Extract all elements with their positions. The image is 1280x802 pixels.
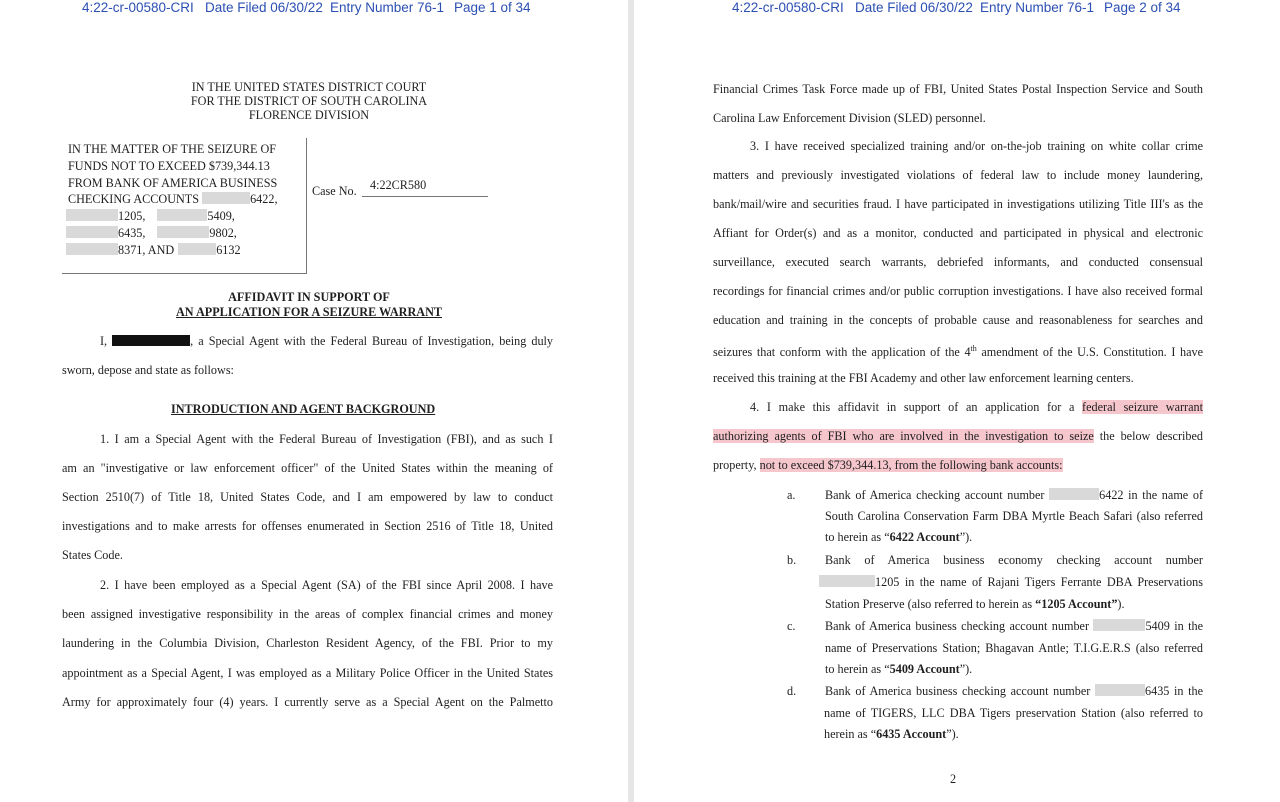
header-page-number: Page 2 of 34 [1104, 0, 1181, 15]
paragraph-3-line-8: seizures that conform with the application of the 4th amendment of the U.S. Constitution. I have [713, 344, 1204, 360]
redaction [202, 192, 250, 204]
paragraph-3-line-4: Affiant for Order(s) and as a monitor, conducted and participated in physical and electronic [713, 226, 1203, 240]
paragraph-1-line-3: Section 2510(7) of Title 18, United States Code, and I am empowered by law to conduct [62, 490, 553, 504]
redaction [66, 209, 118, 221]
redaction [112, 335, 190, 346]
paragraph-3-line-5: surveillance, executed search warrants, debriefed informants, and conducted consensual [713, 255, 1203, 269]
highlighted-text: federal seizure warrant [1082, 400, 1203, 414]
matter-line-6: 6435, 9802, [66, 226, 237, 240]
header-case-number: 4:22-cr-00580-CRI [82, 0, 194, 15]
court-name-line-3: FLORENCE DIVISION [248, 108, 370, 122]
item-b-line-1: Bank of America business economy checking account number [825, 553, 1203, 567]
item-b-letter: b. [787, 553, 797, 567]
header-entry-number: Entry Number 76-1 [980, 0, 1095, 15]
section-heading: INTRODUCTION AND AGENT BACKGROUND [171, 402, 436, 416]
item-c-letter: c. [787, 619, 796, 633]
paragraph-1-line-2: am an "investigative or law enforcement officer" of the United States within the meaning of [62, 461, 553, 475]
redaction [1093, 619, 1145, 631]
paragraph-2-line-4: appointment as a Special Agent, I was employed as a Military Police Officer in the United States [62, 666, 553, 680]
paragraph-1-line-5: States Code. [62, 548, 123, 562]
header-case-number: 4:22-cr-00580-CRI [732, 0, 844, 15]
paragraph-2-line-3: laundering in the Columbia Division, Charleston Resident Agency, of the FBI. Prior to my [62, 636, 553, 650]
paragraph-1-line-1: 1. I am a Special Agent with the Federal Bureau of Investigation (FBI), and as such I [100, 432, 553, 446]
redaction [178, 243, 216, 255]
paragraph-2-line-1: 2. I have been employed as a Special Agent (SA) of the FBI since April 2008. I have [100, 578, 553, 592]
header-date-filed: Date Filed 06/30/22 [205, 0, 323, 15]
caption-box-right-border [306, 138, 307, 274]
item-d-line-2: name of TIGERS, LLC DBA Tigers preservation Station (also referred to [824, 706, 1203, 720]
paragraph-3-line-7: education and training in the concepts of probable cause and reasonableness for searches and [713, 313, 1203, 327]
matter-line-5: 1205, 5409, [66, 209, 235, 223]
caption-box-bottom-border [62, 273, 307, 274]
paragraph-3-line-2: matters and previously investigated violations of federal law to include money laundering, [713, 168, 1203, 182]
item-a-line-1: Bank of America checking account number 6422 in the name of [825, 488, 1203, 502]
highlighted-text: authorizing agents of FBI who are involved in the investigation to seize [713, 429, 1094, 443]
item-c-line-1: Bank of America business checking account number 5409 in the [825, 619, 1203, 633]
paragraph-4-line-3: property, not to exceed $739,344.13, from the following bank accounts: [713, 458, 1063, 472]
affidavit-title-line-2: AN APPLICATION FOR A SEIZURE WARRANT [175, 305, 443, 319]
document-page-2 [634, 0, 1280, 802]
redaction [1095, 684, 1145, 696]
redaction [157, 209, 207, 221]
redaction [66, 243, 118, 255]
item-d-line-3: herein as “6435 Account”). [824, 727, 959, 741]
matter-line-4: CHECKING ACCOUNTS 6422, [68, 192, 278, 206]
paragraph-4-line-1: 4. I make this affidavit in support of an application for a federal seizure warrant [750, 400, 1203, 414]
item-a-line-3: to herein as “6422 Account”). [825, 530, 973, 544]
matter-line-1: IN THE MATTER OF THE SEIZURE OF [68, 142, 277, 156]
affidavit-title-line-1: AFFIDAVIT IN SUPPORT OF [228, 290, 390, 304]
item-d-line-1: Bank of America business checking account number 6435 in the [825, 684, 1204, 698]
case-number-value: 4:22CR580 [370, 178, 427, 192]
intro-line-2: sworn, depose and state as follows: [62, 363, 234, 377]
court-name-line-1: IN THE UNITED STATES DISTRICT COURT [191, 80, 427, 94]
header-date-filed: Date Filed 06/30/22 [855, 0, 973, 15]
paragraph-3-line-9: received this training at the FBI Academy and other law enforcement learning centers. [713, 371, 1134, 385]
paragraph-3-line-3: bank/mail/wire and securities fraud. I have participated in investigations utilizing Title III's as the [713, 197, 1203, 211]
matter-line-2: FUNDS NOT TO EXCEED $739,344.13 [68, 159, 270, 173]
case-number-label: Case No. [312, 184, 357, 198]
paragraph-4-line-2: authorizing agents of FBI who are involved in the investigation to seize the below described [713, 429, 1203, 443]
document-page-1 [0, 0, 628, 802]
item-b-line-3: Station Preserve (also referred to herein as “1205 Account”). [825, 597, 1125, 611]
redaction [66, 226, 118, 238]
redaction [157, 226, 209, 238]
header-entry-number: Entry Number 76-1 [330, 0, 445, 15]
paragraph-1-line-4: investigations and to make arrests for offenses enumerated in Section 2516 of Title 18, United [62, 519, 553, 533]
item-a-line-2: South Carolina Conservation Farm DBA Myrtle Beach Safari (also referred [825, 509, 1203, 523]
redaction [1049, 488, 1099, 500]
redaction [819, 575, 875, 587]
item-b-line-2: 1205 in the name of Rajani Tigers Ferrante DBA Preservations [819, 575, 1203, 589]
item-a-letter: a. [787, 488, 796, 502]
header-page-number: Page 1 of 34 [454, 0, 531, 15]
page-1-header [0, 0, 628, 18]
page-2-header [634, 0, 1280, 18]
intro-line-1: I, , a Special Agent with the Federal Bureau of Investigation, being duly [100, 334, 554, 348]
item-c-line-2: name of Preservations Station; Bhagavan Antle; T.I.G.E.R.S (also referred [825, 641, 1203, 655]
continuation-line-2: Carolina Law Enforcement Division (SLED) personnel. [713, 111, 986, 125]
continuation-line-1: Financial Crimes Task Force made up of FBI, United States Postal Inspection Service and South [713, 82, 1203, 96]
court-name-line-2: FOR THE DISTRICT OF SOUTH CAROLINA [190, 94, 428, 108]
matter-line-3: FROM BANK OF AMERICA BUSINESS [68, 176, 278, 190]
item-d-letter: d. [787, 684, 797, 698]
paragraph-2-line-2: been assigned investigative responsibility in the areas of complex financial crimes and money [62, 607, 553, 621]
highlighted-text: not to exceed $739,344.13, from the following bank accounts: [759, 458, 1063, 472]
matter-line-7: 8371, AND 6132 [66, 243, 241, 257]
paragraph-3-line-6: recordings for financial crimes and/or public corruption investigations. I have also received formal [713, 284, 1203, 298]
paragraph-3-line-1: 3. I have received specialized training and/or on-the-job training on white collar crime [750, 139, 1203, 153]
case-number-underline [362, 196, 488, 197]
paragraph-2-line-5: Army for approximately four (4) years. I currently serve as a Special Agent on the Palmetto [62, 695, 553, 709]
page-footer-number: 2 [950, 772, 957, 786]
item-c-line-3: to herein as “5409 Account”). [825, 662, 973, 676]
